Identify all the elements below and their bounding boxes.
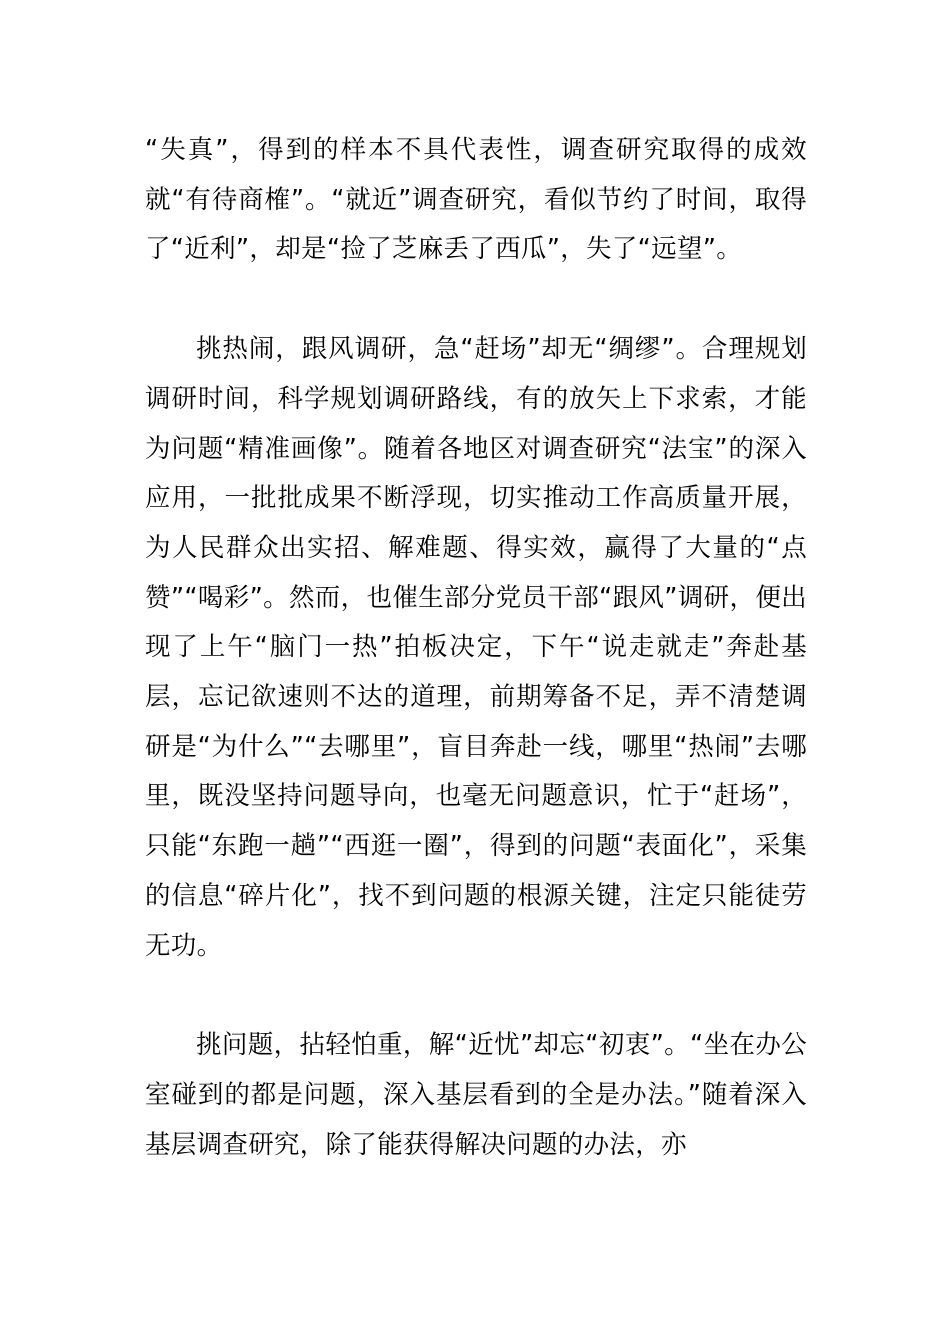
paragraph-1: “失真”，得到的样本不具代表性，调查研究取得的成效就“有待商榷”。“就近”调查研究，看似节约了时间，取得了“近利”，却是“捡了芝麻丢了西瓜”，失了“远望”。	[145, 135, 807, 265]
paragraph-3: 挑问题，拈轻怕重，解“近忧”却忘“初衷”。“坐在办公室碰到的都是问题，深入基层看到的全是办法。”随着深入基层调查研究，除了能获得解决问题的办法，亦	[145, 1030, 807, 1160]
paragraph-2: 挑热闹，跟风调研，急“赶场”却无“绸缪”。合理规划调研时间，科学规划调研路线，有的放矢上下求索，才能为问题“精准画像”。随着各地区对调查研究“法宝”的深入应用，一批批成果不断浮现，切实推动工作高质量开展，为人民群众出实招、解难题、得实效，赢得了大量的“点赞”“喝彩”。然而，也催生部分党员干部“跟风”调研，便出现了上午“脑门一热”拍板决定，下午“说走就走”奔赴基层，忘记欲速则不达的道理，前期筹备不足，弄不清楚调研是“为什么”“去哪里”，盲目奔赴一线，哪里“热闹”去哪里，既没坚持问题导向，也毫无问题意识，忙于“赶场”，只能“东跑一趟”“西逛一圈”，得到的问题“表面化”，采集的信息“碎片化”，找不到问题的根源关键，注定只能徒劳无功。	[145, 334, 807, 961]
paragraph-spacer	[145, 971, 807, 1021]
document-page	[145, 126, 807, 1170]
paragraph-spacer	[145, 275, 807, 325]
